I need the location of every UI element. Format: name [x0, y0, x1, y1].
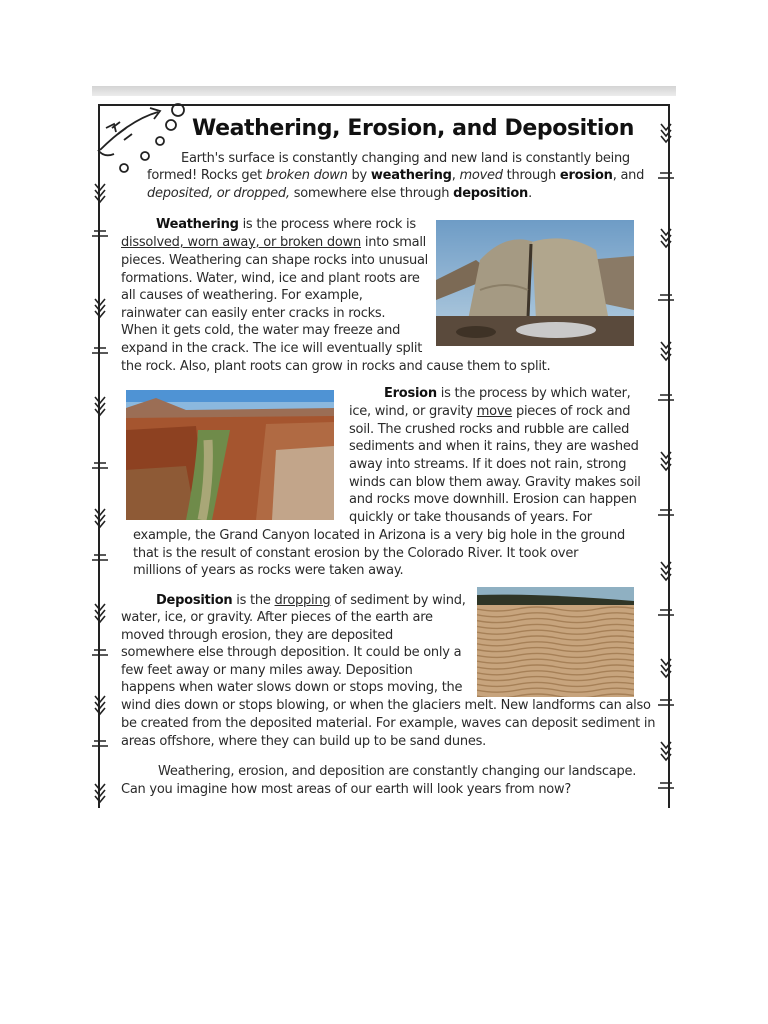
erosion-line	[349, 491, 637, 508]
text-run: areas offshore, where they can build up to be sand dunes.	[121, 734, 487, 749]
text-run: that is the result of constant erosion by the Colorado River. It took over	[133, 546, 579, 561]
text-run: somewhere else through deposition. It could be only a	[121, 645, 462, 660]
text-run: formed! Rocks get	[147, 168, 266, 183]
sand-ripples-photo	[477, 587, 634, 697]
text-run: quickly or take thousands of years. For	[349, 510, 592, 525]
erosion-line	[349, 403, 630, 420]
intro-line	[147, 167, 644, 184]
deposition-line	[121, 733, 486, 750]
text-run: be created from the deposited material. For example, waves can deposit sediment in	[121, 716, 656, 731]
deposition-line	[156, 592, 466, 609]
text-run: of sediment by wind,	[330, 593, 466, 608]
text-run: Erosion	[384, 386, 437, 401]
text-run: pieces of rock and	[512, 404, 631, 419]
text-run: deposited, or dropped,	[147, 186, 290, 201]
text-run: somewhere else through	[289, 186, 454, 201]
deposition-line	[121, 644, 461, 661]
text-run: dropping	[274, 593, 331, 608]
text-run: ice, wind, or gravity	[349, 404, 477, 419]
text-run: is the	[232, 593, 275, 608]
weathering-line	[121, 234, 426, 251]
split-rock-photo	[436, 220, 634, 346]
weathering-line	[121, 270, 420, 287]
text-run: Deposition	[156, 593, 233, 608]
erosion-line	[349, 438, 639, 455]
text-run: Weathering	[156, 217, 239, 232]
text-run: formations. Water, wind, ice and plant roots are	[121, 271, 420, 286]
text-run: ,	[451, 168, 460, 183]
text-run: the rock. Also, plant roots can grow in rocks and cause them to split.	[121, 359, 551, 374]
text-run: pieces. Weathering can shape rocks into unusual	[121, 253, 429, 268]
erosion-line	[349, 456, 626, 473]
page-title: Weathering, Erosion, and Deposition	[192, 116, 635, 141]
text-run: dissolved, worn away, or broken down	[121, 235, 361, 250]
deposition-line	[121, 662, 413, 679]
text-run: Weathering, erosion, and deposition are constantly changing our landscape.	[158, 764, 637, 779]
text-run: moved through erosion, they are deposited	[121, 628, 394, 643]
erosion-line	[349, 421, 629, 438]
text-run: deposition	[453, 186, 529, 201]
erosion-line	[349, 474, 641, 491]
closing-line	[158, 763, 636, 780]
text-run: broken down	[265, 168, 348, 183]
intro-line	[147, 185, 532, 202]
text-run: into small	[361, 235, 427, 250]
text-run: is the process where rock is	[238, 217, 416, 232]
text-run: and rocks move downhill. Erosion can happen	[349, 492, 637, 507]
text-run: erosion	[559, 168, 613, 183]
text-run: by	[347, 168, 371, 183]
text-run: Earth's surface is constantly changing and new land is constantly being	[181, 151, 630, 166]
text-run: , and	[612, 168, 645, 183]
weathering-line	[156, 216, 416, 233]
text-run: soil. The crushed rocks and rubble are called	[349, 422, 630, 437]
text-run: water, ice, or gravity. After pieces of the earth are	[121, 610, 433, 625]
erosion-line	[133, 545, 578, 562]
text-run: millions of years as rocks were taken away.	[133, 563, 404, 578]
text-run: expand in the crack. The ice will eventually split	[121, 341, 423, 356]
text-run: happens when water slows down or stops moving, the	[121, 680, 463, 695]
text-run: all causes of weathering. For example,	[121, 288, 363, 303]
text-run: winds can blow them away. Gravity makes soil	[349, 475, 641, 490]
text-run: is the process by which water,	[436, 386, 631, 401]
closing-line	[121, 781, 571, 798]
grand-canyon-photo	[126, 390, 334, 520]
intro-line	[181, 150, 630, 167]
text-run: few feet away or many miles away. Deposition	[121, 663, 413, 678]
text-run: When it gets cold, the water may freeze and	[121, 323, 401, 338]
text-run: through	[502, 168, 560, 183]
text-run: weathering	[370, 168, 452, 183]
weathering-line	[121, 340, 422, 357]
text-run: Can you imagine how most areas of our earth will look years from now?	[121, 782, 572, 797]
text-run: moved	[459, 168, 503, 183]
erosion-line	[384, 385, 631, 402]
deposition-line	[121, 679, 462, 696]
erosion-line	[133, 527, 625, 544]
text-run: move	[476, 404, 513, 419]
erosion-line	[133, 562, 403, 579]
weathering-line	[121, 305, 385, 322]
text-run: example, the Grand Canyon located in Arizona is a very big hole in the ground	[133, 528, 625, 543]
deposition-line	[121, 609, 433, 626]
deposition-line	[121, 715, 655, 732]
weathering-line	[121, 358, 550, 375]
text-run: wind dies down or stops blowing, or when the glaciers melt. New landforms can also	[121, 698, 651, 713]
text-run: sediments and when it rains, they are washed	[349, 439, 639, 454]
erosion-line	[349, 509, 592, 526]
weathering-line	[121, 287, 363, 304]
text-run: .	[528, 186, 532, 201]
weathering-line	[121, 252, 428, 269]
text-run: away into streams. If it does not rain, strong	[349, 457, 627, 472]
text-run: rainwater can easily enter cracks in rocks.	[121, 306, 386, 321]
weathering-line	[121, 322, 400, 339]
deposition-line	[121, 627, 393, 644]
deposition-line	[121, 697, 651, 714]
